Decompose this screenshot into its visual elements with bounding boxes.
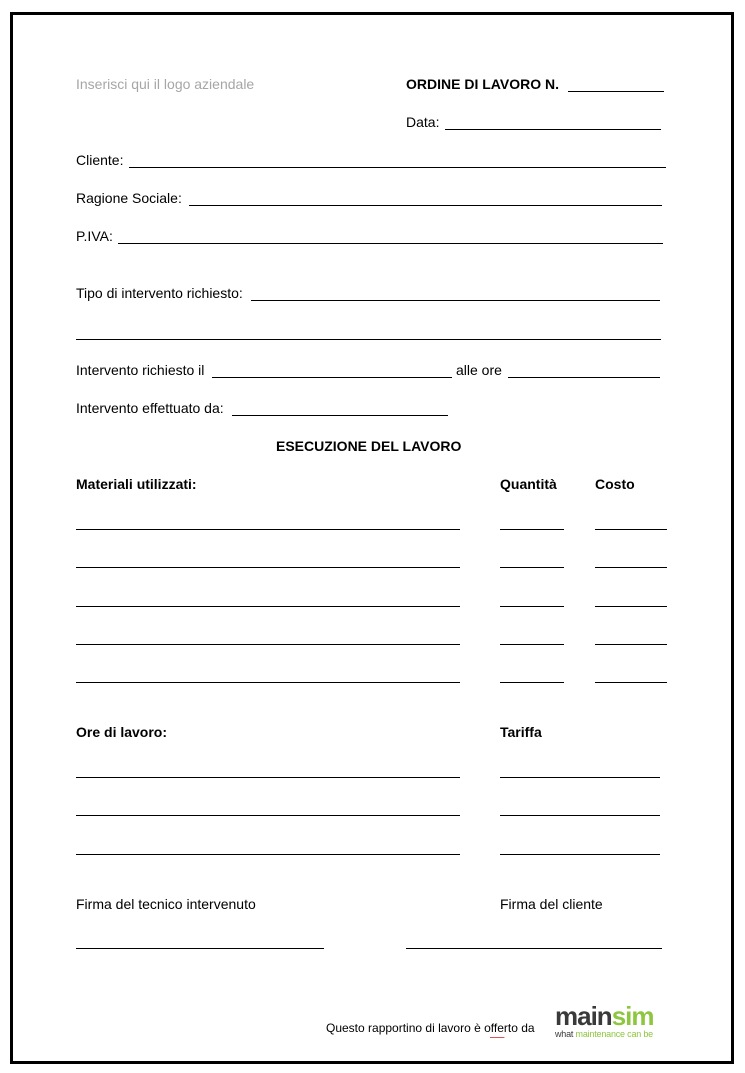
quantity-field[interactable] [500, 529, 564, 530]
rate-field[interactable] [500, 815, 660, 816]
requested-date-field[interactable] [212, 377, 452, 378]
intervention-type-field-line2[interactable] [76, 339, 661, 340]
hours-header: Ore di lavoro: [76, 724, 168, 740]
hours-field[interactable] [76, 777, 460, 778]
requested-time-label: alle ore [456, 362, 502, 378]
vat-label: P.IVA: [76, 228, 113, 244]
red-underline-mark: ━━━━━━ [490, 1035, 505, 1040]
order-number-field[interactable] [568, 91, 664, 92]
vat-field[interactable] [118, 243, 663, 244]
cost-field[interactable] [595, 529, 667, 530]
client-signature-label: Firma del cliente [500, 896, 603, 912]
performed-by-field[interactable] [232, 415, 448, 416]
requested-time-field[interactable] [508, 377, 660, 378]
materials-header: Materiali utilizzati: [76, 476, 197, 492]
client-field[interactable] [129, 167, 666, 168]
intervention-type-field[interactable] [251, 300, 660, 301]
hours-field[interactable] [76, 815, 460, 816]
performed-by-label: Intervento effettuato da: [76, 400, 224, 416]
cost-field[interactable] [595, 682, 667, 683]
mainsim-logo: mainsim what maintenance can be [555, 1001, 654, 1039]
intervention-type-label: Tipo di intervento richiesto: [76, 285, 243, 301]
material-field[interactable] [76, 567, 460, 568]
material-field[interactable] [76, 682, 460, 683]
footer-offered-text: Questo rapportino di lavoro è offerto da [326, 1021, 535, 1035]
cost-field[interactable] [595, 644, 667, 645]
rate-field[interactable] [500, 777, 660, 778]
cost-field[interactable] [595, 567, 667, 568]
requested-date-label: Intervento richiesto il [76, 362, 205, 378]
quantity-header: Quantità [500, 476, 557, 492]
quantity-field[interactable] [500, 567, 564, 568]
date-label: Data: [406, 114, 440, 130]
company-name-label: Ragione Sociale: [76, 190, 182, 206]
cost-header: Costo [595, 476, 635, 492]
material-field[interactable] [76, 529, 460, 530]
date-field[interactable] [445, 129, 661, 130]
quantity-field[interactable] [500, 606, 564, 607]
company-name-field[interactable] [189, 205, 662, 206]
rate-field[interactable] [500, 854, 660, 855]
cost-field[interactable] [595, 606, 667, 607]
technician-signature-field[interactable] [76, 948, 324, 949]
hours-field[interactable] [76, 854, 460, 855]
execution-title: ESECUZIONE DEL LAVORO [276, 438, 462, 454]
client-signature-field[interactable] [406, 948, 662, 949]
quantity-field[interactable] [500, 644, 564, 645]
order-number-label: ORDINE DI LAVORO N. [406, 76, 559, 92]
rate-header: Tariffa [500, 724, 542, 740]
logo-placeholder: Inserisci qui il logo aziendale [76, 76, 255, 92]
quantity-field[interactable] [500, 682, 564, 683]
client-label: Cliente: [76, 152, 124, 168]
technician-signature-label: Firma del tecnico intervenuto [76, 896, 256, 912]
material-field[interactable] [76, 606, 460, 607]
material-field[interactable] [76, 644, 460, 645]
